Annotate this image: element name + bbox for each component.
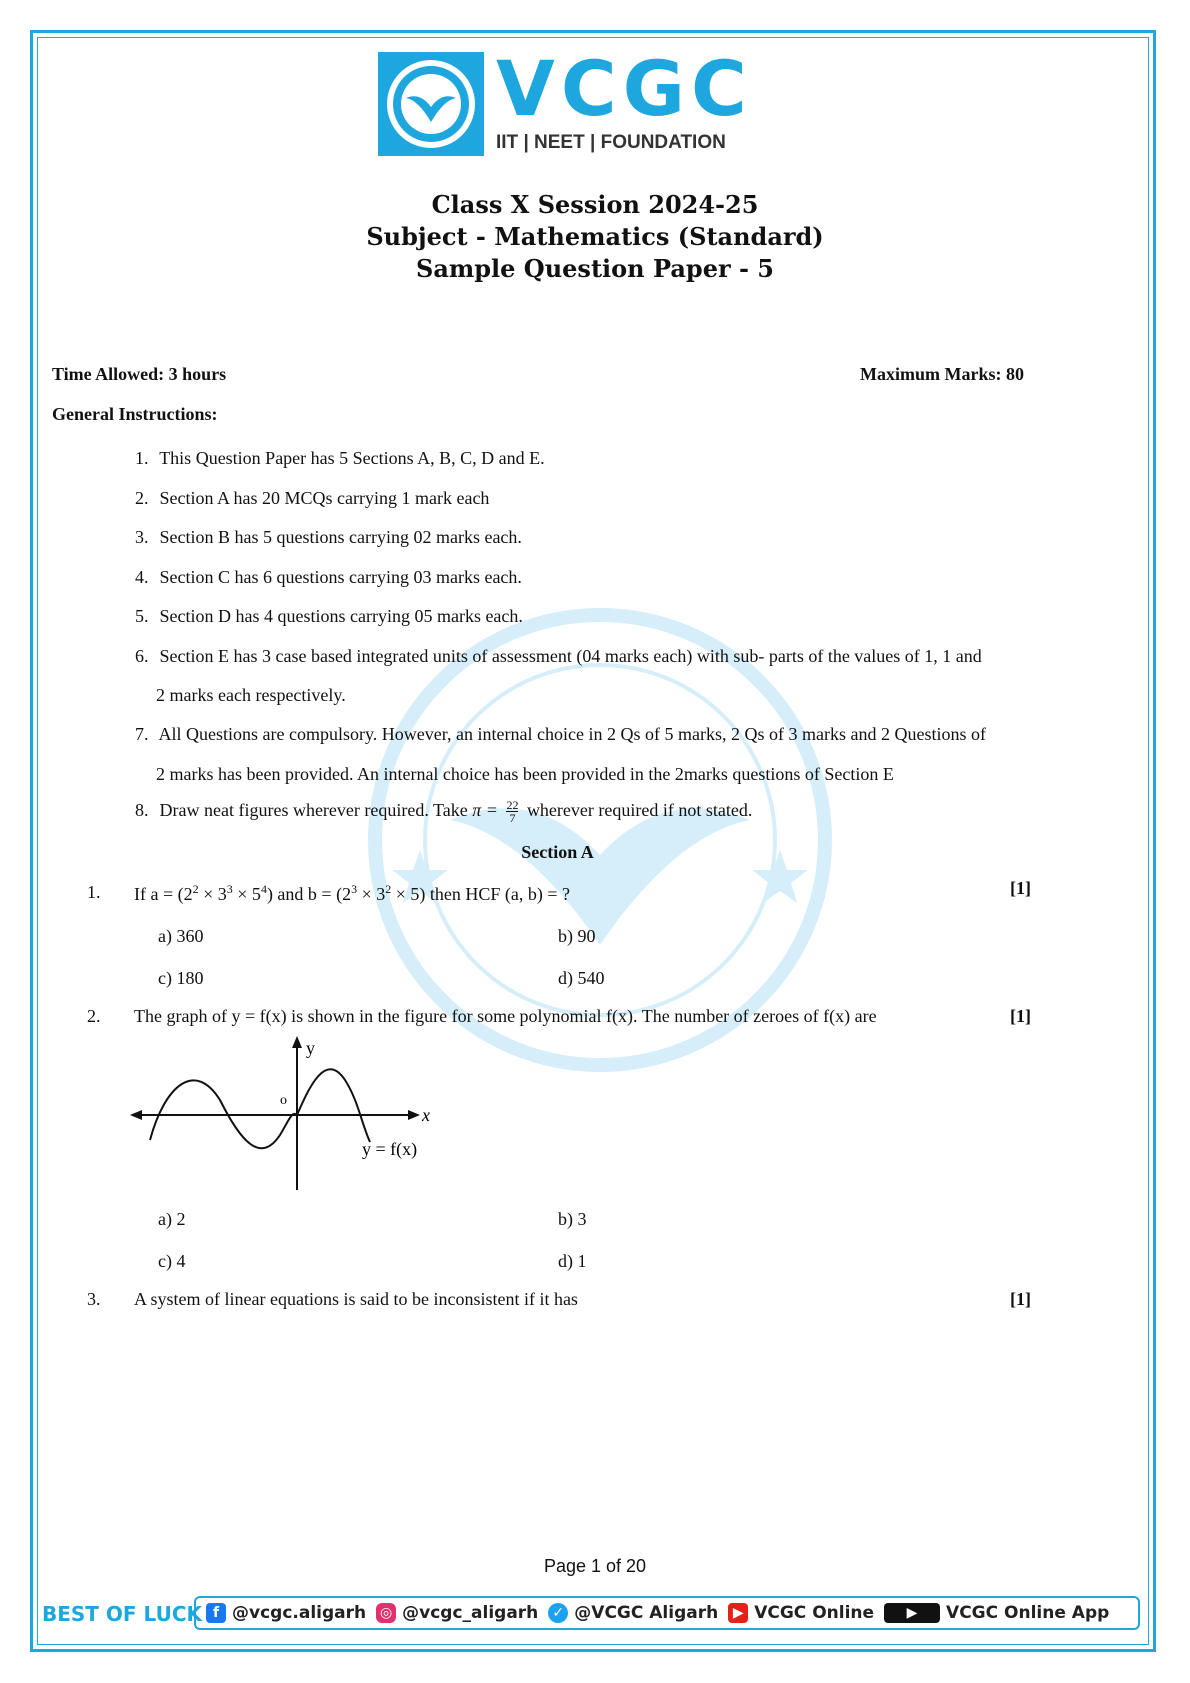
curve-label: y = f(x) <box>362 1139 418 1159</box>
x-axis-arrow-left <box>130 1110 142 1120</box>
instagram-icon: ◎ <box>376 1603 396 1623</box>
best-of-luck: BEST OF LUCK <box>42 1602 202 1626</box>
question-marks: [1] <box>1010 1289 1031 1309</box>
x-axis-label: x <box>422 1105 430 1125</box>
question-text: A system of linear equations is said to be inconsistent if it has <box>134 1289 578 1309</box>
facebook-link[interactable]: f @vcgc.aligarh <box>206 1603 366 1623</box>
header-paper-title: Sample Question Paper - 5 <box>416 254 774 283</box>
curve-f-x <box>150 1069 370 1148</box>
pi-symbol: π = <box>472 800 498 820</box>
instruction-continuation: 2 marks has been provided. An internal choice has been provided in the 2marks questions of Section E <box>156 764 894 784</box>
option-b[interactable]: b) 3 <box>558 1209 587 1229</box>
instruction-item: 1. This Question Paper has 5 Sections A, B, C, D and E. <box>135 448 545 468</box>
logo-wordmark: VCGC <box>496 44 753 133</box>
option-a[interactable]: a) 360 <box>158 926 204 946</box>
watermark-seal <box>365 605 835 1075</box>
youtube-icon: ▶ <box>728 1603 748 1623</box>
twitter-icon: ✓ <box>548 1603 568 1623</box>
question-text: The graph of y = f(x) is shown in the figure for some polynomial f(x). The number of zeroes of f(x) are <box>134 1006 877 1026</box>
footer-bar <box>42 1596 1142 1636</box>
instruction-item: 8. Draw neat figures wherever required. Take π = $\frac{22}{7}$ wherever required if not stated. <box>135 798 753 826</box>
facebook-icon: f <box>206 1603 226 1623</box>
option-a[interactable]: a) 2 <box>158 1209 186 1229</box>
instruction-item: 7. All Questions are compulsory. However, an internal choice in 2 Qs of 5 marks, 2 Qs of 3 marks and 2 Questions of <box>135 724 986 744</box>
logo-tagline: IIT | NEET | FOUNDATION <box>496 132 726 153</box>
google-play-icon: ▶ <box>884 1603 940 1623</box>
option-d[interactable]: d) 1 <box>558 1251 587 1271</box>
option-c[interactable]: c) 180 <box>158 968 204 988</box>
youtube-link[interactable]: ▶ VCGC Online <box>728 1603 874 1623</box>
option-d[interactable]: d) 540 <box>558 968 605 988</box>
question-number: 3. <box>87 1289 101 1309</box>
header-subject: Subject - Mathematics (Standard) <box>366 222 824 251</box>
polynomial-graph <box>130 1030 450 1190</box>
instruction-item: 2. Section A has 20 MCQs carrying 1 mark each <box>135 488 490 508</box>
fraction-22-7: $\frac{22}{7}$ <box>506 798 519 826</box>
social-links <box>194 1596 1140 1630</box>
option-c[interactable]: c) 4 <box>158 1251 186 1271</box>
instruction-item: 6. Section E has 3 case based integrated units of assessment (04 marks each) with sub- parts of the values of 1, 1 and <box>135 646 982 666</box>
question-text: If $a = (2^2 \times 3^3 \times 5^4)$ and $b = (2^3 \times 3^2 \times 5)$ then HCF (a, b) = ? <box>134 882 571 904</box>
general-instructions-heading: General Instructions: <box>52 404 218 424</box>
header-class-session: Class X Session 2024-25 <box>431 190 759 219</box>
app-link[interactable]: ▶ VCGC Online App <box>884 1603 1109 1623</box>
vcgc-logo <box>378 44 753 156</box>
instruction-item: 5. Section D has 4 questions carrying 05 marks each. <box>135 606 523 626</box>
origin-label: o <box>280 1093 287 1108</box>
instruction-item: 3. Section B has 5 questions carrying 02 marks each. <box>135 527 522 547</box>
twitter-link[interactable]: ✓ @VCGC Aligarh <box>548 1603 718 1623</box>
x-axis-arrow-right <box>408 1110 420 1120</box>
option-b[interactable]: b) 90 <box>558 926 596 946</box>
instruction-continuation: 2 marks each respectively. <box>156 685 346 705</box>
question-number: 2. <box>87 1006 101 1026</box>
time-allowed: Time Allowed: 3 hours <box>52 364 227 384</box>
section-a-heading: Section A <box>521 842 594 862</box>
question-marks: [1] <box>1010 1006 1031 1026</box>
page-number: Page 1 of 20 <box>543 1556 647 1576</box>
instruction-item: 4. Section C has 6 questions carrying 03 marks each. <box>135 567 522 587</box>
logo-seal <box>378 52 484 156</box>
y-axis-arrow <box>292 1036 302 1048</box>
instagram-link[interactable]: ◎ @vcgc_aligarh <box>376 1603 538 1623</box>
y-axis-label: y <box>306 1038 315 1058</box>
question-marks: [1] <box>1010 878 1031 898</box>
question-number: 1. <box>87 882 101 902</box>
maximum-marks: Maximum Marks: 80 <box>860 364 1024 384</box>
